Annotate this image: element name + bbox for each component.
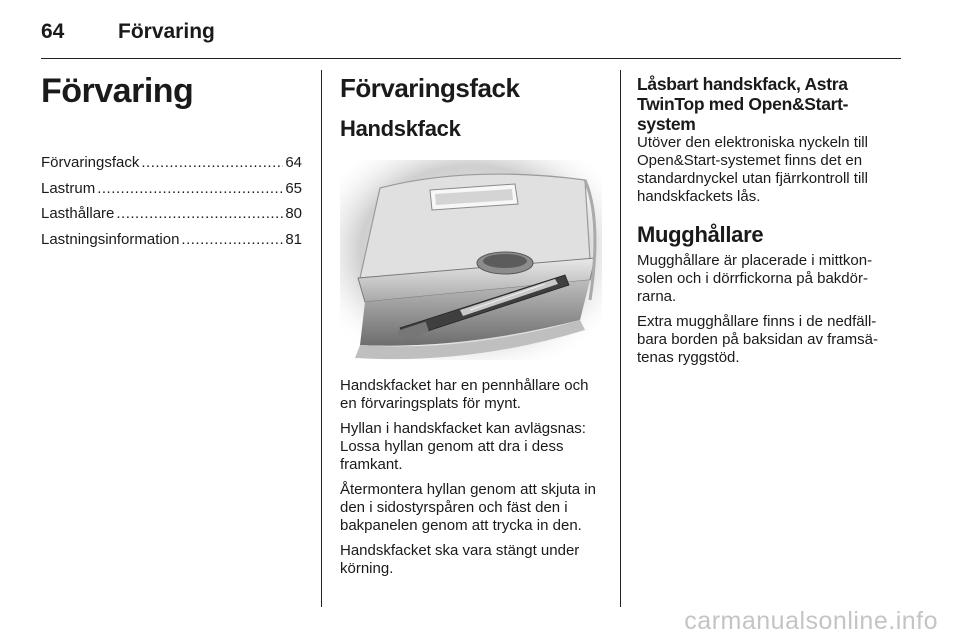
lockable-glovebox-heading: Låsbart handskfack, Astra TwinTop med Open&Start-system [637,74,849,134]
toc-entry-page: 81 [285,230,302,248]
toc-leader [181,227,283,253]
cupholders-heading: Mugghållare [637,222,764,247]
toc-leader [141,150,283,176]
toc-entry-page: 64 [285,154,302,171]
toc-entry[interactable] [41,150,302,176]
section-body [340,377,608,585]
paragraph: Handskfacket har en pennhållare och en förvaringsplats för mynt. [340,377,589,412]
toc-entry-title: Lastningsinformation [41,230,180,248]
paragraph: Hyllan i handskfacket kan avlägsnas: Lossa hyllan genom att dra i dess framkant. [340,420,586,473]
paragraph: Mugghållare är placerade i mittkon-solen och i dörrfickorna på bakdör-rarna. [637,252,873,305]
toc-entry-title: Förvaringsfack [41,154,140,171]
paragraph: Handskfacket ska vara stängt under körning. [340,542,580,577]
toc-leader [97,176,283,202]
right-column [637,74,905,374]
header-rule [41,58,901,59]
toc-leader [116,201,283,227]
glovebox-illustration [340,160,602,360]
section-title: Förvaringsfack [340,73,520,103]
table-of-contents [41,150,302,252]
paragraph: Återmontera hyllan genom att skjuta in den i sidostyrspåren och fäst den i bakpanelen genom att trycka in den. [340,481,596,534]
page-number: 64 [41,20,65,43]
watermark: carmanualsonline.info [684,607,938,635]
toc-entry[interactable] [41,176,302,202]
running-header: Förvaring [118,20,215,43]
toc-entry[interactable] [41,227,302,253]
toc-entry-page: 65 [285,179,302,197]
column-divider [321,70,322,607]
toc-entry-title: Lasthållare [41,205,115,222]
subsection-title: Handskfack [340,116,461,141]
paragraph: Extra mugghållare finns i de nedfäll-bara borden på baksidan av framsä-tenas ryggstöd. [637,313,878,366]
chapter-title: Förvaring [41,72,194,110]
toc-entry-title: Lastrum [41,179,96,197]
toc-entry-page: 80 [285,205,302,222]
toc-entry[interactable] [41,201,302,227]
column-divider [620,70,621,607]
paragraph: Utöver den elektroniska nyckeln till Open&Start-systemet finns det en standardnyckel utan fjärrkontroll till handskfackets lås. [637,134,868,205]
